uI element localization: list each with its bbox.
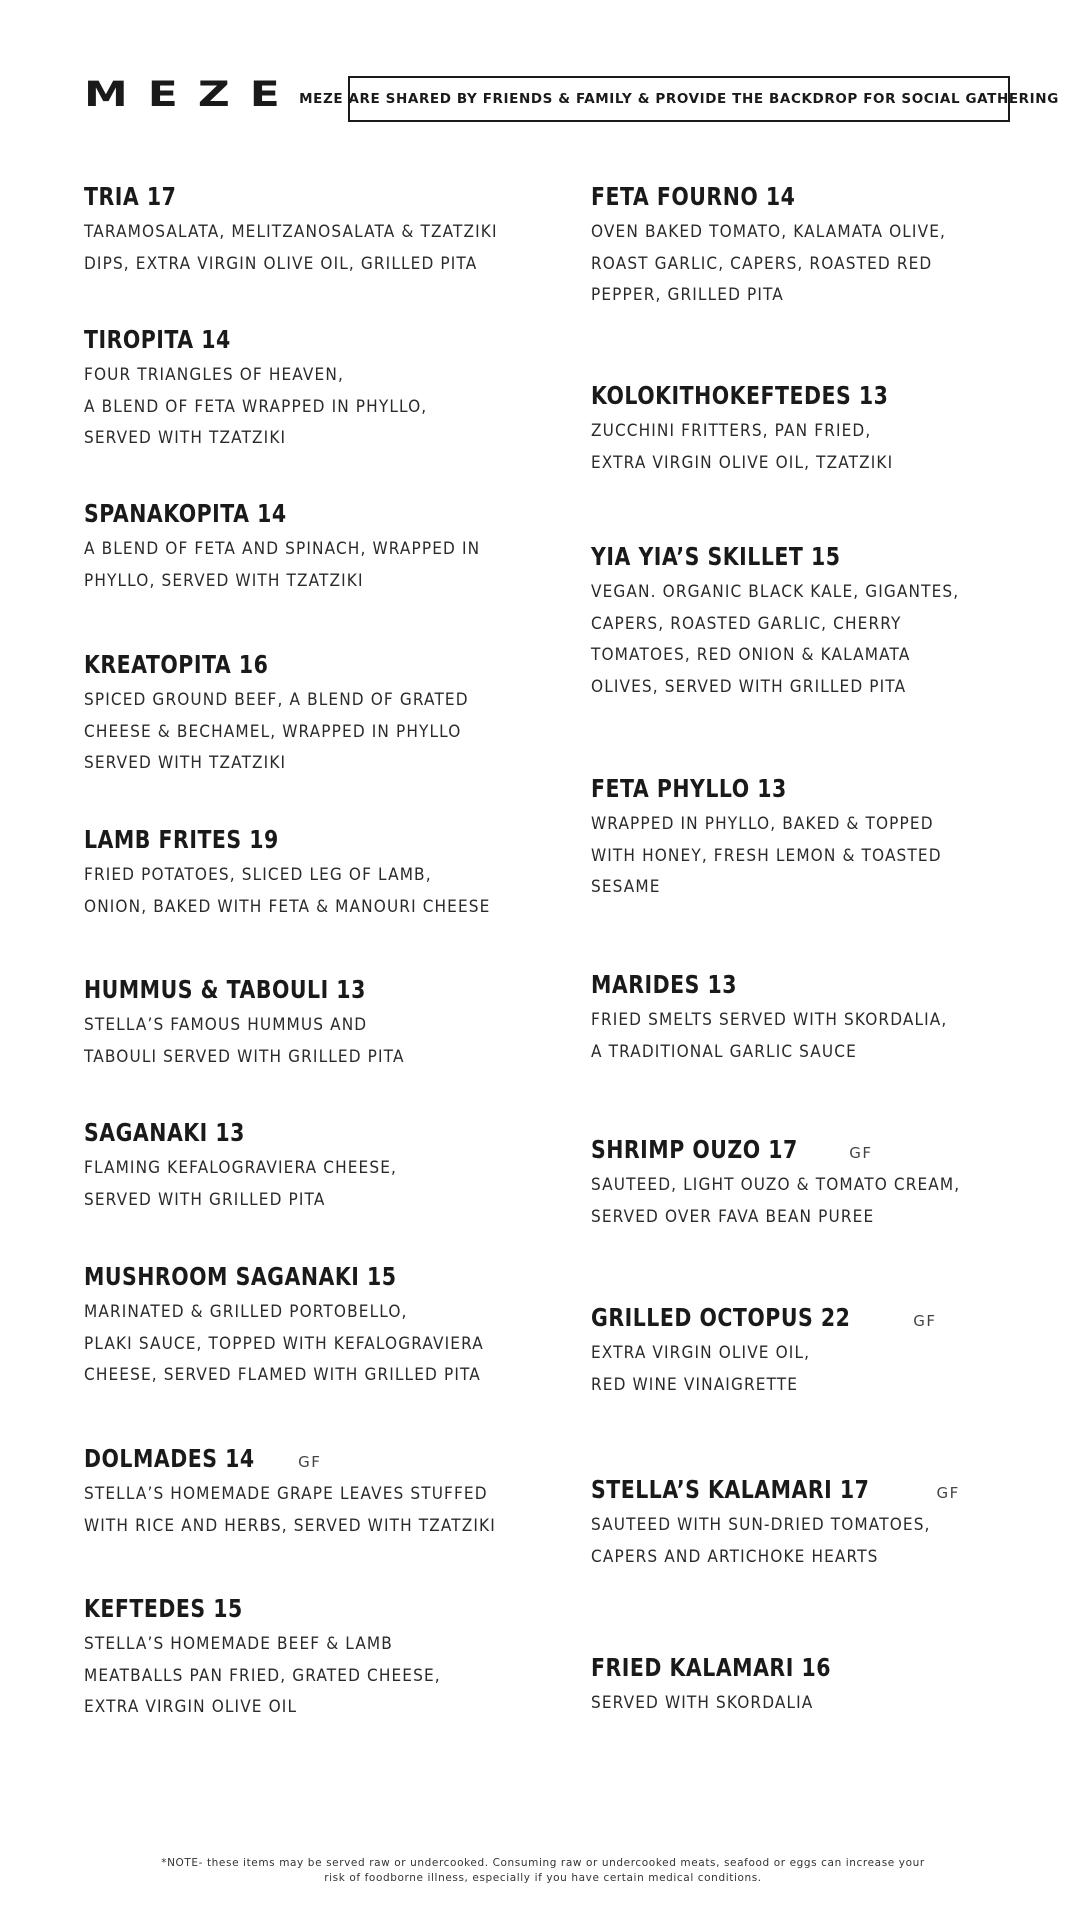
menu-item [84, 325, 544, 454]
description-line: EXTRA VIRGIN OLIVE OIL, TZATZIKI [591, 452, 894, 472]
menu-item-description [84, 1296, 544, 1391]
menu-item [591, 774, 1051, 903]
menu-item [84, 650, 544, 779]
description-line: VEGAN. ORGANIC BLACK KALE, GIGANTES, [591, 582, 960, 601]
menu-item-description [84, 1628, 544, 1723]
menu-item-name: DOLMADES 14 [84, 1444, 255, 1473]
menu-item-name: STELLA’S KALAMARI 17 [591, 1475, 870, 1504]
menu-item-description [591, 1004, 1051, 1067]
menu-item [84, 975, 544, 1072]
menu-item-description [591, 1509, 1051, 1572]
menu-item [591, 182, 1051, 311]
menu-item-name: KEFTEDES 15 [84, 1594, 243, 1623]
description-line: SERVED WITH TZATZIKI [84, 753, 287, 772]
menu-item-description [591, 415, 1051, 478]
footnote-line-1: *NOTE- these items may be served raw or undercooked. Consuming raw or undercooked meats, seafood or eggs can increase your [161, 1857, 925, 1869]
description-line: A TRADITIONAL GARLIC SAUCE [591, 1041, 857, 1061]
tagline: MEZE ARE SHARED BY FRIENDS & FAMILY & PROVIDE THE BACKDROP FOR SOCIAL GATHERING [299, 91, 1059, 107]
description-line: SERVED WITH SKORDALIA [591, 1693, 814, 1712]
menu-item-name: YIA YIA’S SKILLET 15 [591, 542, 841, 571]
description-line: CHEESE & BECHAMEL, WRAPPED IN PHYLLO [84, 721, 462, 741]
menu-item [591, 381, 1051, 478]
description-line: SERVED OVER FAVA BEAN PUREE [591, 1206, 875, 1226]
description-line: SAUTEED, LIGHT OUZO & TOMATO CREAM, [591, 1175, 961, 1194]
menu-item-title-row [84, 825, 544, 855]
menu-item-description [84, 359, 544, 454]
menu-item [84, 1118, 544, 1215]
menu-item-name: LAMB FRITES 19 [84, 825, 279, 854]
menu-item [591, 1303, 1051, 1400]
description-line: SERVED WITH TZATZIKI [84, 428, 287, 447]
menu-item [591, 1475, 1051, 1572]
menu-item [591, 970, 1051, 1067]
description-line: STELLA’S HOMEMADE BEEF & LAMB [84, 1634, 393, 1653]
description-line: WRAPPED IN PHYLLO, BAKED & TOPPED [591, 814, 934, 833]
menu-item-title-row [84, 650, 544, 680]
menu-item-name: KREATOPITA 16 [84, 650, 269, 679]
menu-item [84, 499, 544, 596]
description-line: TABOULI SERVED WITH GRILLED PITA [84, 1046, 405, 1066]
menu-item [84, 825, 544, 922]
menu-item-name: SHRIMP OUZO 17 [591, 1135, 798, 1164]
description-line: PLAKI SAUCE, TOPPED WITH KEFALOGRAVIERA [84, 1333, 484, 1353]
menu-item-name: MARIDES 13 [591, 970, 738, 999]
menu-item-description [84, 1009, 544, 1072]
menu-item-description [84, 1478, 544, 1541]
gluten-free-tag: GF [849, 1144, 873, 1162]
description-line: ONION, BAKED WITH FETA & MANOURI CHEESE [84, 896, 491, 916]
menu-item-title-row [591, 182, 1051, 212]
description-line: ZUCCHINI FRITTERS, PAN FRIED, [591, 421, 872, 440]
menu-item-title-row [84, 1262, 544, 1292]
description-line: DIPS, EXTRA VIRGIN OLIVE OIL, GRILLED PITA [84, 253, 478, 273]
menu-item-title-row [591, 542, 1051, 572]
menu-item [591, 542, 1051, 702]
menu-item-title-row [84, 975, 544, 1005]
gluten-free-tag: GF [913, 1312, 937, 1330]
menu-item-description [591, 1687, 1051, 1719]
menu-item-name: SPANAKOPITA 14 [84, 499, 287, 528]
menu-item-description [591, 216, 1051, 311]
description-line: CAPERS AND ARTICHOKE HEARTS [591, 1546, 879, 1566]
description-line: PHYLLO, SERVED WITH TZATZIKI [84, 570, 364, 590]
description-line: TOMATOES, RED ONION & KALAMATA [591, 645, 911, 664]
description-line: MARINATED & GRILLED PORTOBELLO, [84, 1302, 408, 1321]
menu-item-title-row [84, 1118, 544, 1148]
menu-item-title-row [591, 1653, 1051, 1683]
menu-item-description [84, 1152, 544, 1215]
description-line: OVEN BAKED TOMATO, KALAMATA OLIVE, [591, 222, 946, 241]
description-line: SERVED WITH GRILLED PITA [84, 1189, 326, 1209]
gluten-free-tag: GF [936, 1484, 960, 1502]
description-line: PEPPER, GRILLED PITA [591, 285, 784, 304]
footnote [100, 1856, 986, 1885]
footnote-line-2: risk of foodborne illness, especially if you have certain medical conditions. [324, 1871, 762, 1884]
description-line: A BLEND OF FETA AND SPINACH, WRAPPED IN [84, 539, 481, 558]
description-line: OLIVES, SERVED WITH GRILLED PITA [591, 676, 907, 696]
menu-item-name: TIROPITA 14 [84, 325, 231, 354]
description-line: STELLA’S HOMEMADE GRAPE LEAVES STUFFED [84, 1484, 488, 1503]
description-line: SAUTEED WITH SUN-DRIED TOMATOES, [591, 1515, 931, 1534]
menu-item-title-row [591, 381, 1051, 411]
description-line: EXTRA VIRGIN OLIVE OIL, [591, 1343, 811, 1362]
description-line: FRIED SMELTS SERVED WITH SKORDALIA, [591, 1010, 948, 1029]
meze-logo: MEZE [84, 74, 300, 115]
menu-item-description [591, 808, 1051, 903]
description-line: STELLA’S FAMOUS HUMMUS AND [84, 1015, 368, 1034]
menu-item-description [84, 533, 544, 596]
description-line: FOUR TRIANGLES OF HEAVEN, [84, 365, 344, 384]
menu-item [84, 1262, 544, 1391]
description-line: EXTRA VIRGIN OLIVE OIL [84, 1697, 298, 1716]
menu-item-description [591, 576, 1051, 702]
menu-item-title-row [84, 1444, 544, 1474]
description-line: SPICED GROUND BEEF, A BLEND OF GRATED [84, 690, 469, 709]
tagline-box [299, 76, 1059, 122]
description-line: MEATBALLS PAN FRIED, GRATED CHEESE, [84, 1665, 441, 1685]
menu-item-name: SAGANAKI 13 [84, 1118, 245, 1147]
menu-item-name: FRIED KALAMARI 16 [591, 1653, 831, 1682]
menu-item-name: FETA PHYLLO 13 [591, 774, 787, 803]
description-line: RED WINE VINAIGRETTE [591, 1374, 799, 1394]
menu-item-title-row [591, 1303, 1051, 1333]
menu-item-title-row [591, 774, 1051, 804]
description-line: ROAST GARLIC, CAPERS, ROASTED RED [591, 253, 933, 273]
menu-item-description [84, 859, 544, 922]
menu-item-title-row [84, 325, 544, 355]
menu-item-name: MUSHROOM SAGANAKI 15 [84, 1262, 397, 1291]
description-line: A BLEND OF FETA WRAPPED IN PHYLLO, [84, 396, 428, 416]
description-line: TARAMOSALATA, MELITZANOSALATA & TZATZIKI [84, 222, 498, 241]
menu-item-title-row [84, 1594, 544, 1624]
menu-item-title-row [591, 970, 1051, 1000]
description-line: SESAME [591, 877, 661, 896]
menu-item-name: FETA FOURNO 14 [591, 182, 796, 211]
description-line: CAPERS, ROASTED GARLIC, CHERRY [591, 613, 902, 633]
description-line: WITH RICE AND HERBS, SERVED WITH TZATZIKI [84, 1515, 496, 1535]
menu-item-name: TRIA 17 [84, 182, 177, 211]
description-line: CHEESE, SERVED FLAMED WITH GRILLED PITA [84, 1365, 481, 1384]
menu-item-title-row [591, 1135, 1051, 1165]
menu-item [591, 1653, 1051, 1719]
menu-item-description [84, 684, 544, 779]
menu-item [84, 1444, 544, 1541]
menu-item-title-row [591, 1475, 1051, 1505]
menu-item [591, 1135, 1051, 1232]
menu-item-description [84, 216, 544, 279]
menu-item-title-row [84, 182, 544, 212]
description-line: WITH HONEY, FRESH LEMON & TOASTED [591, 845, 942, 865]
description-line: FRIED POTATOES, SLICED LEG OF LAMB, [84, 865, 432, 884]
description-line: FLAMING KEFALOGRAVIERA CHEESE, [84, 1158, 398, 1177]
menu-item-name: KOLOKITHOKEFTEDES 13 [591, 381, 889, 410]
menu-item-description [591, 1337, 1051, 1400]
menu-item-description [591, 1169, 1051, 1232]
menu-item [84, 182, 544, 279]
gluten-free-tag: GF [298, 1453, 322, 1471]
menu-item-title-row [84, 499, 544, 529]
menu-item-name: GRILLED OCTOPUS 22 [591, 1303, 851, 1332]
menu-item-name: HUMMUS & TABOULI 13 [84, 975, 366, 1004]
menu-item [84, 1594, 544, 1723]
